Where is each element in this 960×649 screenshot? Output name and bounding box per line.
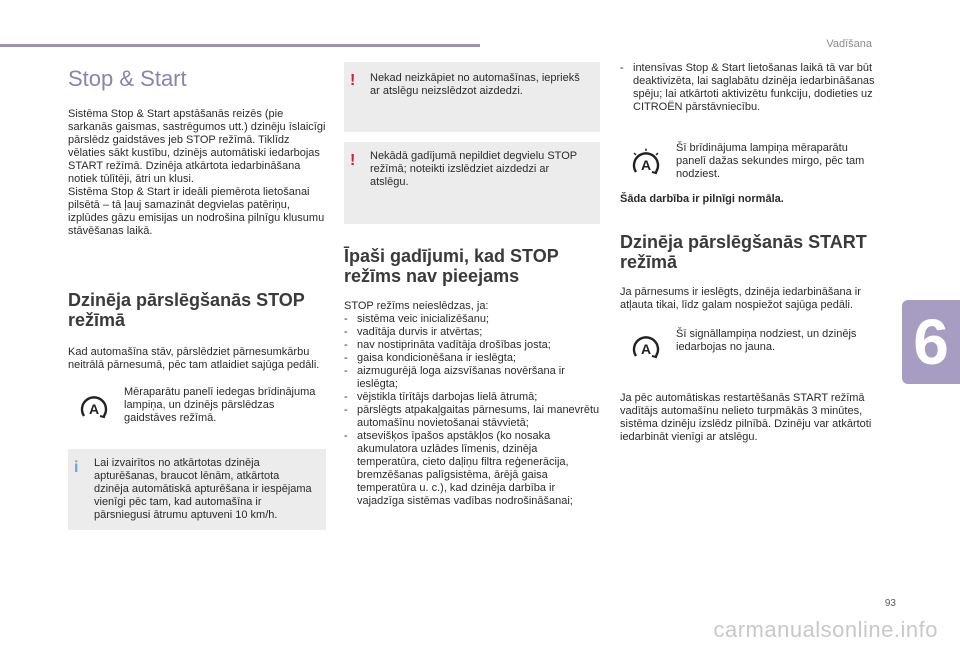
start-lamp-block — [620, 328, 880, 364]
chapter-tab: 6 — [902, 300, 960, 384]
normal-operation-note: Šāda darbība ir pilnīgi normāla. — [620, 193, 784, 205]
heading-special-cases: Īpaši gadījumi, kad STOP režīms nav pieejams — [344, 246, 559, 286]
list-item: - aizmugurējā loga aizsvīšanas novēršana ir ieslēgta; — [344, 365, 600, 391]
list-item: - vējstikla tīrītājs darbojas lielā ātrumā; — [344, 391, 600, 404]
info-icon: i — [74, 459, 79, 476]
special-intro: STOP režīms neieslēdzas, ja: — [344, 300, 489, 312]
info-box — [68, 449, 326, 530]
list-item: - gaisa kondicionēšana ir ieslēgta; — [344, 352, 600, 365]
stop-lamp-block — [68, 386, 326, 425]
start-mode-text: Ja pārnesums ir ieslēgts, dzinēja iedarbināšana ir atļauta tikai, līdz galam nospiežot sajūga pedāli. — [620, 286, 861, 311]
column-left — [68, 62, 326, 530]
list-item: - sistēma veic inicializēšanu; — [344, 313, 600, 326]
stop-start-lamp-icon — [630, 332, 662, 364]
page-number: 93 — [884, 598, 896, 609]
deactivation-list — [620, 62, 880, 114]
stop-lamp-text: Mēraparātu panelī iedegas brīdinājuma lampiņa, un dzinējs pārslēdzas gaidstāves režīmā. — [124, 386, 316, 424]
warning-text-1: Nekad neizkāpiet no automašīnas, iepriekš ar atslēgu neizslēdzot aizdedzi. — [370, 72, 580, 97]
start-lamp-text: Šī signāllampiņa nodziest, un dzinējs iedarbojas no jauna. — [676, 328, 857, 353]
warning-box-1 — [344, 62, 600, 132]
restart-paragraph: Ja pēc automātiskas restartēšanās START režīmā vadītājs automašīnu nelieto turpmākās 3 minūtes, sistēma dzinēju izslēdz pilnībā. Dzinēju var atkārtoti iedarbināt vienīgi ar atslēgu. — [620, 392, 872, 443]
flash-lamp-text: Šī brīdinājuma lampiņa mēraparātu panelī dažas sekundes mirgo, pēc tam nodziest. — [676, 142, 865, 180]
column-middle — [344, 62, 600, 508]
info-box-text: Lai izvairītos no atkārtotas dzinēja apturēšanas, braucot lēnām, atkārtota dzinēja automātiskā apturēšana ir iespējama vienīgi pēc tam, kad automašīna ir pārsniegusi ātrumu aptuveni 10 km/h. — [94, 457, 312, 521]
page-title: Stop & Start — [68, 66, 187, 91]
heading-start-mode: Dzinēja pārslēgšanās START režīmā — [620, 232, 867, 272]
list-item: - nav nostiprināta vadītāja drošības josta; — [344, 339, 600, 352]
stop-start-lamp-icon — [78, 392, 110, 424]
svg-text:A: A — [640, 157, 652, 173]
svg-text:A: A — [640, 341, 652, 357]
warning-text-2: Nekādā gadījumā nepildiet degvielu STOP režīmā; noteikti izslēdziet aizdedzi ar atslēgu. — [370, 150, 577, 188]
section-title: Vadīšana — [826, 38, 872, 50]
stop-mode-text: Kad automašīna stāv, pārslēdziet pārnesumkārbu neitrālā pārnesumā, pēc tam atlaidiet sajūga pedāli. — [68, 346, 320, 371]
column-right — [620, 62, 880, 444]
flash-lamp-block — [620, 142, 880, 181]
warning-box-2 — [344, 142, 600, 224]
intro-paragraph-2: Sistēma Stop & Start ir ideāli piemērota lietošanai pilsētā – tā ļauj samazināt degvielas patēriņu, izplūdes gāzu emisijas un nodrošina pilnīgu klusumu stāvēšanas laikā. — [68, 186, 325, 237]
intro-paragraph: Sistēma Stop & Start apstāšanās reizēs (pie sarkanās gaismas, sastrēgumos utt.) dzinēju īslaicīgi pārslēdz gaidstāves jeb STOP režīmā. Tiklīdz vēlaties sākt kustību, dzinējs automātiski iedarbojas START režīmā. Dzinēja atkārtota iedarbināšana notiek tūlītēji, ātri un klusi. — [68, 108, 326, 185]
list-item: - vadītāja durvis ir atvērtas; — [344, 326, 600, 339]
list-item: - atsevišķos īpašos apstākļos (ko nosaka akumulatora uzlādes līmenis, dzinēja temperatūra, cieto daļiņu filtra reģenerācija, bremzēšanas palīgsistēma, ārējā gaisa temperatūra u. c.), kad dzinēja darbība ir vajadzīga sistēmas vadības nodrošināšanai; — [344, 430, 600, 508]
heading-stop-mode: Dzinēja pārslēgšanās STOP režīmā — [68, 290, 305, 330]
list-item: - pārslēgts atpakaļgaitas pārnesums, lai manevrētu automašīnu novietošanai stāvvietā; — [344, 404, 600, 430]
exclamation-icon: ! — [350, 72, 356, 89]
header-accent-bar — [0, 44, 480, 47]
exclamation-icon: ! — [350, 152, 356, 169]
special-cases-list — [344, 313, 600, 508]
stop-start-flashing-lamp-icon — [630, 148, 662, 180]
svg-text:A: A — [88, 401, 100, 417]
watermark: carmanualsonline.info — [713, 617, 938, 642]
list-item: - intensīvas Stop & Start lietošanas laikā tā var būt deaktivizēta, lai saglabātu dzinēja iedarbināšanas spēju; lai atkārtoti aktivizētu funkciju, dodieties uz CITROËN pārstāvniecību. — [620, 62, 880, 114]
